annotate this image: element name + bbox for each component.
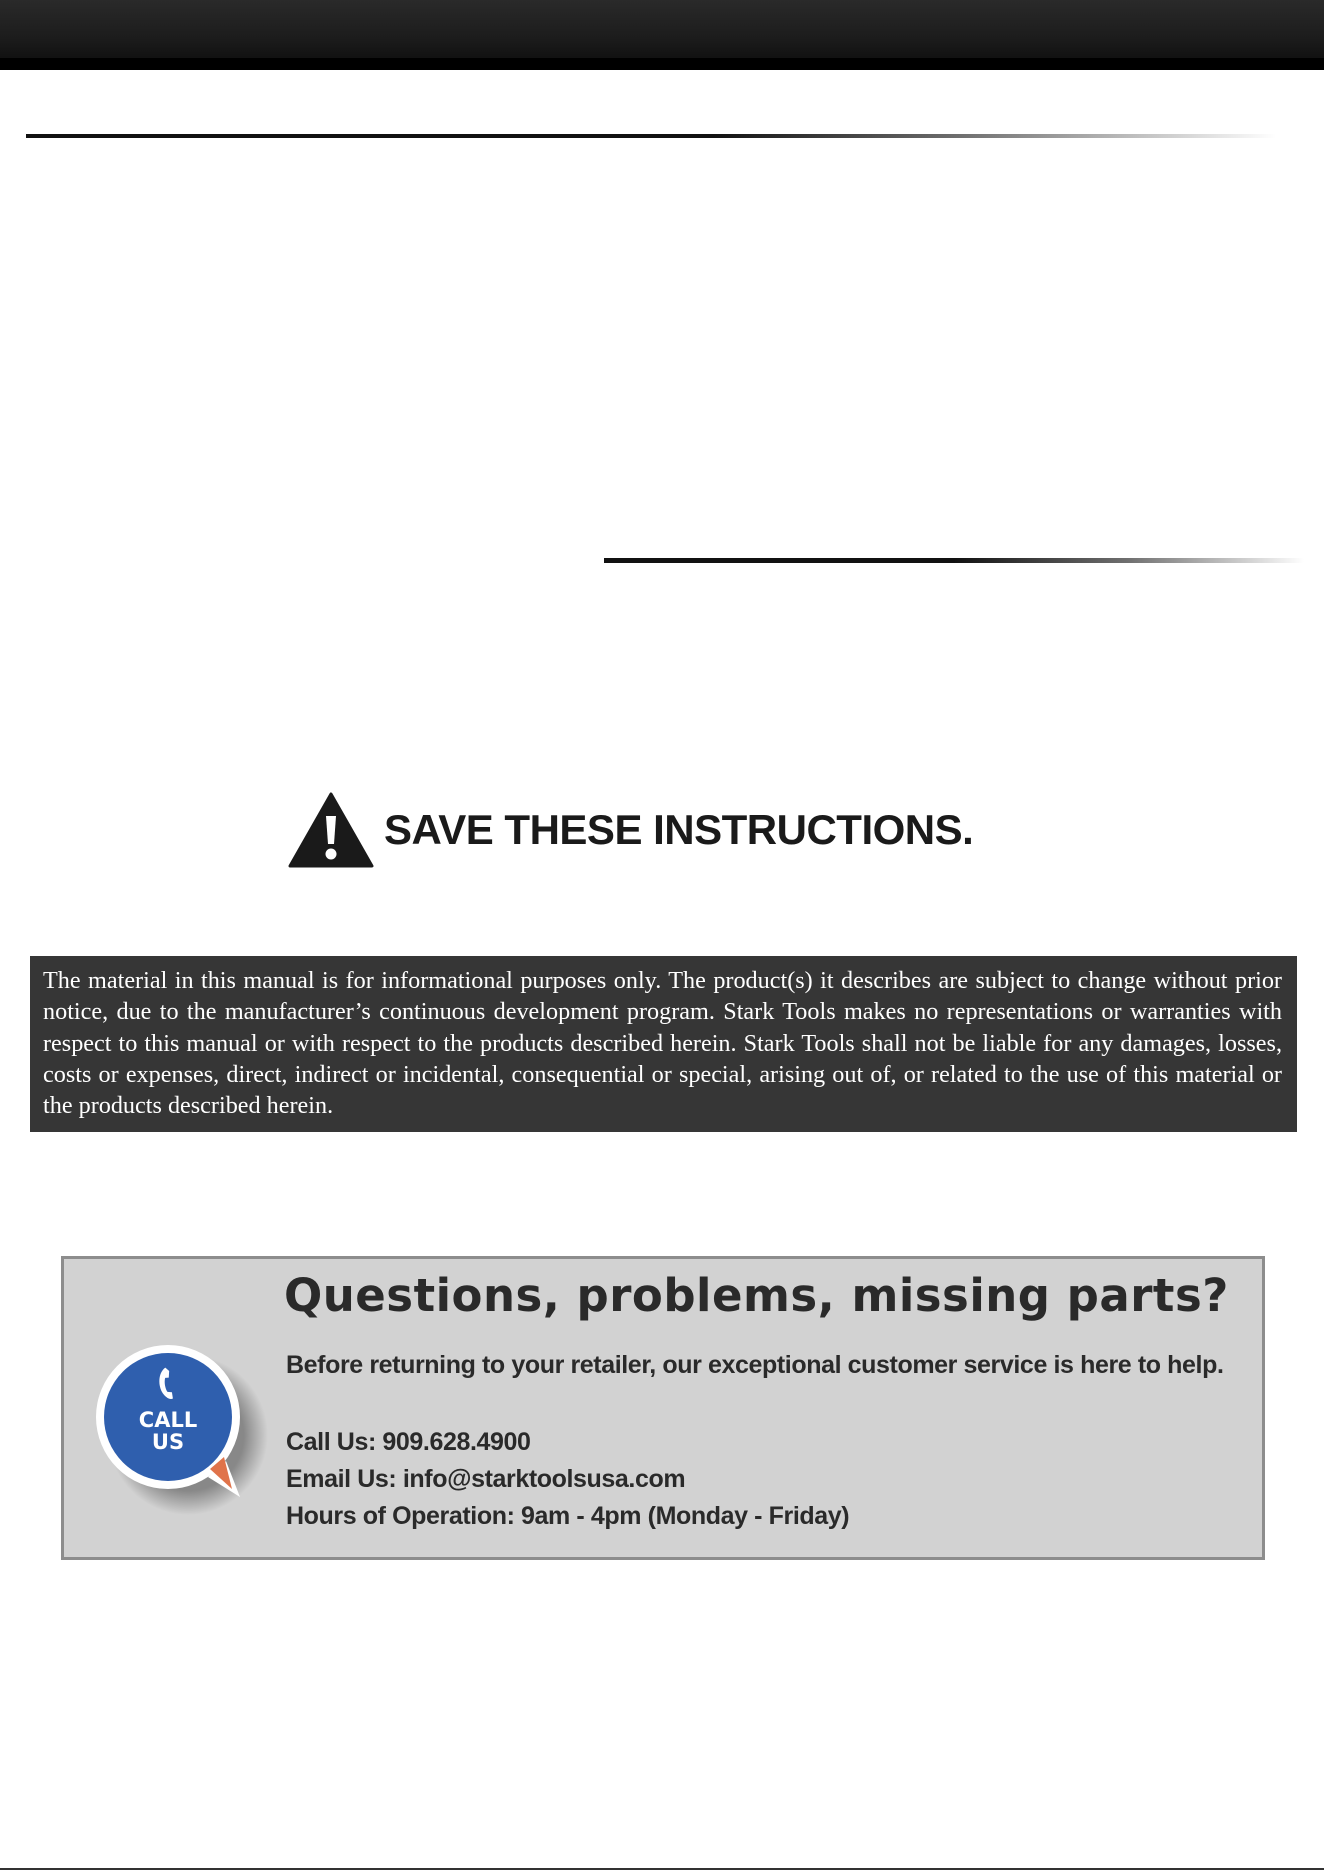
contact-phone: Call Us: 909.628.4900 [286,1428,531,1456]
badge-us-text: US [151,1430,185,1454]
save-instructions-notice [288,790,973,870]
section-divider-middle [604,558,1304,563]
contact-details [286,1424,849,1535]
call-us-badge [90,1339,270,1519]
warning-triangle-icon [288,792,374,868]
badge-call-text: CALL [138,1408,198,1432]
footer-rule [0,1868,1324,1870]
header-bar [0,0,1324,70]
customer-service-box [61,1256,1265,1560]
contact-subtitle: Before returning to your retailer, our exceptional customer service is here to help. [286,1351,1224,1379]
section-divider-top [26,134,1276,138]
save-instructions-heading: SAVE THESE INSTRUCTIONS. [384,806,974,853]
disclaimer-block: The material in this manual is for informational purposes only. The product(s) it describes are subject to change without prior notice, due to the manufacturer’s continuous development program. Stark Tools makes no representations or warranties with respect to this manual or with respect to the products described herein. Stark Tools shall not be liable for any damages, losses, costs or expenses, direct, indirect or incidental, consequential or special, arising out of, or related to the use of this material or the products described herein. [30,956,1297,1132]
contact-hours: Hours of Operation: 9am - 4pm (Monday - Friday) [286,1502,850,1530]
contact-email: Email Us: info@starktoolsusa.com [286,1465,686,1493]
contact-title: Questions, problems, missing parts? [284,1269,1229,1322]
